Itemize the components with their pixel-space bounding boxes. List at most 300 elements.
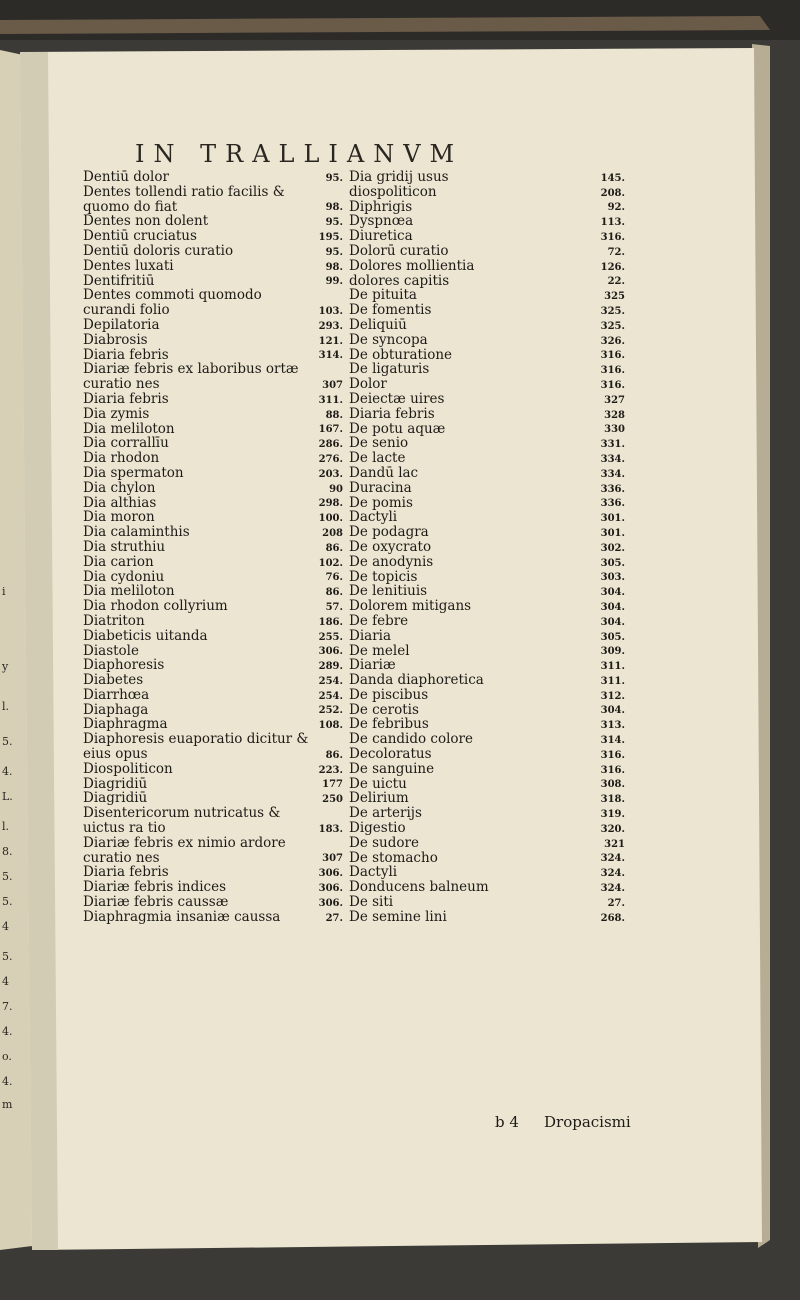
index-entry xyxy=(349,895,625,910)
entry-term: Dentiū cruciatus xyxy=(83,228,197,245)
index-entry xyxy=(349,525,625,540)
entry-page-number: 268. xyxy=(600,912,625,924)
entry-term: Deiectæ uires xyxy=(349,390,445,407)
entry-page-number: 311. xyxy=(600,661,625,673)
index-entry xyxy=(83,496,343,511)
entry-term: Dentifritiū xyxy=(83,272,155,289)
entry-page-number: 95. xyxy=(325,246,343,258)
index-entry xyxy=(349,496,625,511)
entry-term: Diaphragma xyxy=(83,716,168,733)
entry-page-number: 325 xyxy=(604,291,625,303)
index-entry xyxy=(349,466,625,481)
entry-page-number: 311. xyxy=(600,675,625,687)
entry-page-number: 324. xyxy=(600,883,625,895)
index-entry xyxy=(83,481,343,496)
entry-term: De fomentis xyxy=(349,302,432,319)
index-entry xyxy=(349,392,625,407)
entry-term: Diagridiū xyxy=(83,790,148,807)
signature-mark: b 4 xyxy=(495,1113,519,1131)
index-entry xyxy=(83,288,343,318)
svg-text:m: m xyxy=(2,1098,13,1111)
entry-term: Dia chylon xyxy=(83,479,156,496)
svg-text:l.: l. xyxy=(2,820,10,833)
index-entry xyxy=(83,673,343,688)
entry-term: De uictu xyxy=(349,775,407,792)
entry-page-number: 313. xyxy=(600,720,625,732)
entry-page-number: 208 xyxy=(322,527,343,539)
index-entry xyxy=(349,673,625,688)
index-entry xyxy=(349,288,625,303)
index-entry xyxy=(83,259,343,274)
entry-page-number: 27. xyxy=(607,897,625,909)
index-entry xyxy=(83,244,343,259)
entry-term: Dolorū curatio xyxy=(349,242,449,259)
entry-page-number: 293. xyxy=(318,320,343,332)
entry-page-number: 286. xyxy=(318,439,343,451)
entry-page-number: 99. xyxy=(325,276,343,288)
svg-text:y: y xyxy=(2,660,9,673)
svg-text:o.: o. xyxy=(2,1050,12,1063)
entry-page-number: 86. xyxy=(325,587,343,599)
entry-term: De semine lini xyxy=(349,908,447,925)
entry-page-number: 307 xyxy=(322,853,343,865)
index-entry xyxy=(83,540,343,555)
svg-text:8.: 8. xyxy=(2,845,13,858)
entry-term: Diariæ febris caussæ xyxy=(83,894,229,911)
entry-term: De podagra xyxy=(349,524,429,541)
index-entry xyxy=(349,555,625,570)
index-entry xyxy=(83,703,343,718)
index-entry xyxy=(349,629,625,644)
index-entry xyxy=(349,481,625,496)
entry-page-number: 316. xyxy=(600,350,625,362)
running-header: IN TRALLIANVM xyxy=(135,140,464,168)
entry-term: Dactyli xyxy=(349,864,398,881)
index-entry xyxy=(349,806,625,821)
entry-term: Deliquiū xyxy=(349,316,407,333)
entry-page-number: 304. xyxy=(600,705,625,717)
entry-term: Diaria xyxy=(349,627,392,644)
index-entry xyxy=(83,806,343,836)
index-entry xyxy=(349,333,625,348)
entry-page-number: 276. xyxy=(318,453,343,465)
entry-page-number: 316. xyxy=(600,365,625,377)
index-entry xyxy=(349,777,625,792)
index-entry xyxy=(83,422,343,437)
index-entry xyxy=(349,274,625,289)
entry-page-number: 100. xyxy=(318,513,343,525)
entry-term: Dia rhodon xyxy=(83,450,160,467)
entry-term: Donducens balneum xyxy=(349,879,489,896)
entry-page-number: 98. xyxy=(325,261,343,273)
entry-term: De pomis xyxy=(349,494,413,511)
index-entry xyxy=(349,791,625,806)
entry-term: Dia struthiu xyxy=(83,538,166,555)
entry-term: Dia meliloton xyxy=(83,583,175,600)
entry-page-number: 22. xyxy=(607,276,625,288)
entry-page-number: 304. xyxy=(600,587,625,599)
index-entry xyxy=(349,865,625,880)
index-entry xyxy=(83,895,343,910)
entry-term: Dolor xyxy=(349,376,387,393)
entry-page-number: 186. xyxy=(318,616,343,628)
entry-term: Dia meliloton xyxy=(83,420,175,437)
index-entry xyxy=(83,865,343,880)
entry-term: Dia althias xyxy=(83,494,157,511)
index-entry xyxy=(349,185,625,200)
entry-page-number: 126. xyxy=(600,261,625,273)
index-entry xyxy=(83,510,343,525)
entry-term: Dia zymis xyxy=(83,405,150,422)
index-entry xyxy=(349,318,625,333)
svg-text:4.: 4. xyxy=(2,765,13,778)
index-entry xyxy=(83,525,343,540)
entry-term: De anodynis xyxy=(349,553,434,570)
entry-page-number: 86. xyxy=(325,749,343,761)
entry-page-number: 330 xyxy=(604,424,625,436)
index-column-right xyxy=(349,170,625,925)
entry-page-number: 298. xyxy=(318,498,343,510)
entry-page-number: 223. xyxy=(318,764,343,776)
entry-term: De lacte xyxy=(349,450,406,467)
entry-page-number: 312. xyxy=(600,690,625,702)
svg-text:l.: l. xyxy=(2,700,10,713)
index-entry xyxy=(83,614,343,629)
index-entry xyxy=(349,717,625,732)
svg-text:4.: 4. xyxy=(2,1025,13,1038)
index-entry xyxy=(83,214,343,229)
entry-term: Diaphragmia insaniæ caussa xyxy=(83,908,281,925)
entry-page-number: 306. xyxy=(318,897,343,909)
entry-term: Diarrhœa xyxy=(83,686,150,703)
index-entry xyxy=(83,836,343,866)
index-entry xyxy=(83,658,343,673)
entry-page-number: 305. xyxy=(600,631,625,643)
index-entry xyxy=(349,510,625,525)
entry-page-number: 334. xyxy=(600,453,625,465)
entry-term: Dia gridij usus xyxy=(349,169,449,185)
entry-term: Diabetes xyxy=(83,672,144,689)
entry-term: Dia cydoniu xyxy=(83,568,165,585)
index-entry xyxy=(349,200,625,215)
entry-page-number: 72. xyxy=(607,246,625,258)
entry-page-number: 102. xyxy=(318,557,343,569)
entry-term: De cerotis xyxy=(349,701,419,718)
entry-page-number: 325. xyxy=(600,320,625,332)
entry-term: Dolorem mitigans xyxy=(349,598,472,615)
entry-page-number: 324. xyxy=(600,853,625,865)
index-entry xyxy=(349,747,625,762)
entry-page-number: 86. xyxy=(325,542,343,554)
index-entry xyxy=(349,644,625,659)
index-entry xyxy=(83,466,343,481)
index-entry xyxy=(349,540,625,555)
entry-term: De senio xyxy=(349,435,409,452)
index-entry xyxy=(349,703,625,718)
index-entry xyxy=(349,362,625,377)
index-entry xyxy=(83,777,343,792)
entry-page-number: 320. xyxy=(600,823,625,835)
index-entry xyxy=(83,362,343,392)
index-entry xyxy=(349,821,625,836)
svg-text:5.: 5. xyxy=(2,895,13,908)
entry-page-number: 289. xyxy=(318,661,343,673)
entry-page-number: 250 xyxy=(322,794,343,806)
entry-page-number: 145. xyxy=(600,172,625,184)
entry-page-number: 316. xyxy=(600,764,625,776)
entry-term: De arterijs xyxy=(349,805,422,822)
index-entry xyxy=(83,910,343,925)
entry-term: De sanguine xyxy=(349,760,435,777)
entry-page-number: 308. xyxy=(600,779,625,791)
entry-term: diospoliticon xyxy=(349,183,437,200)
entry-term: Diariæ xyxy=(349,657,396,674)
entry-page-number: 57. xyxy=(325,601,343,613)
index-entry xyxy=(349,584,625,599)
entry-term: Dentes luxati xyxy=(83,257,174,274)
index-entry xyxy=(349,229,625,244)
entry-page-number: 302. xyxy=(600,542,625,554)
entry-term: De febribus xyxy=(349,716,429,733)
entry-term: Diuretica xyxy=(349,228,413,245)
entry-term: De topicis xyxy=(349,568,418,585)
index-entry xyxy=(349,851,625,866)
entry-page-number: 311. xyxy=(318,394,343,406)
entry-term: Dia spermaton xyxy=(83,464,184,481)
svg-text:4.: 4. xyxy=(2,1075,13,1088)
index-entry xyxy=(83,570,343,585)
entry-page-number: 318. xyxy=(600,794,625,806)
entry-page-number: 319. xyxy=(600,809,625,821)
entry-page-number: 316. xyxy=(600,379,625,391)
entry-term: Diabrosis xyxy=(83,331,148,348)
entry-term: De febre xyxy=(349,612,409,629)
entry-term: Dentes tollendi ratio facilis & quomo do fiat xyxy=(83,183,285,215)
entry-term: De candido colore xyxy=(349,731,474,748)
svg-text:5.: 5. xyxy=(2,870,13,883)
index-entry xyxy=(83,333,343,348)
index-entry xyxy=(83,791,343,806)
entry-page-number: 95. xyxy=(325,172,343,184)
svg-text:4: 4 xyxy=(2,975,9,988)
entry-page-number: 92. xyxy=(607,202,625,214)
index-entry xyxy=(349,762,625,777)
entry-page-number: 309. xyxy=(600,646,625,658)
index-entry xyxy=(83,229,343,244)
index-entry xyxy=(349,880,625,895)
entry-term: Dandū lac xyxy=(349,464,419,481)
index-entry xyxy=(83,436,343,451)
index-entry xyxy=(83,762,343,777)
entry-page-number: 195. xyxy=(318,231,343,243)
index-entry xyxy=(349,377,625,392)
index-entry xyxy=(83,880,343,895)
entry-page-number: 305. xyxy=(600,557,625,569)
index-entry xyxy=(83,407,343,422)
index-entry xyxy=(83,185,343,215)
entry-page-number: 304. xyxy=(600,601,625,613)
entry-page-number: 113. xyxy=(600,217,625,229)
entry-term: Dentiū doloris curatio xyxy=(83,242,234,259)
entry-term: Diariæ febris ex nimio ardore curatio nes xyxy=(83,834,286,866)
entry-term: Diariæ febris indices xyxy=(83,879,227,896)
entry-page-number: 95. xyxy=(325,217,343,229)
entry-page-number: 121. xyxy=(318,335,343,347)
index-entry xyxy=(349,570,625,585)
entry-term: De stomacho xyxy=(349,849,438,866)
entry-term: De melel xyxy=(349,642,410,659)
index-entry xyxy=(83,644,343,659)
entry-page-number: 254. xyxy=(318,675,343,687)
svg-text:5.: 5. xyxy=(2,735,13,748)
entry-page-number: 314. xyxy=(600,735,625,747)
entry-page-number: 255. xyxy=(318,631,343,643)
index-entry xyxy=(349,599,625,614)
entry-page-number: 167. xyxy=(318,424,343,436)
entry-term: De sudore xyxy=(349,834,419,851)
entry-term: De oxycrato xyxy=(349,538,432,555)
entry-term: Depilatoria xyxy=(83,316,160,333)
index-entry xyxy=(83,392,343,407)
entry-term: Diagridiū xyxy=(83,775,148,792)
entry-term: Diospoliticon xyxy=(83,760,173,777)
entry-page-number: 303. xyxy=(600,572,625,584)
index-column-left xyxy=(83,170,343,925)
entry-term: Duracina xyxy=(349,479,412,496)
index-entry xyxy=(349,170,625,185)
entry-term: Dactyli xyxy=(349,509,398,526)
index-entry xyxy=(349,303,625,318)
index-entry xyxy=(83,170,343,185)
index-entry xyxy=(349,910,625,925)
entry-page-number: 328 xyxy=(604,409,625,421)
entry-term: Diatriton xyxy=(83,612,145,629)
index-entry xyxy=(83,629,343,644)
entry-page-number: 301. xyxy=(600,513,625,525)
entry-term: Dia corrallīu xyxy=(83,435,169,452)
entry-page-number: 306. xyxy=(318,868,343,880)
entry-term: Diariæ febris ex laboribus ortæ curatio nes xyxy=(83,361,299,393)
entry-term: Digestio xyxy=(349,820,406,837)
entry-term: De siti xyxy=(349,894,394,911)
entry-page-number: 336. xyxy=(600,498,625,510)
catchword: Dropacismi xyxy=(544,1113,631,1131)
entry-term: Diaphoresis xyxy=(83,657,165,674)
index-entry xyxy=(349,422,625,437)
entry-term: De piscibus xyxy=(349,686,429,703)
index-entry xyxy=(349,244,625,259)
entry-term: De potu aquæ xyxy=(349,420,446,437)
index-entry xyxy=(83,555,343,570)
index-entry xyxy=(83,688,343,703)
entry-page-number: 334. xyxy=(600,468,625,480)
entry-page-number: 326. xyxy=(600,335,625,347)
entry-term: Dia rhodon collyrium xyxy=(83,598,228,615)
entry-term: De obturatione xyxy=(349,346,453,363)
entry-page-number: 325. xyxy=(600,305,625,317)
entry-page-number: 183. xyxy=(318,823,343,835)
entry-term: Diaria febris xyxy=(83,864,169,881)
entry-page-number: 306. xyxy=(318,646,343,658)
index-entry xyxy=(349,451,625,466)
entry-term: Diaria febris xyxy=(83,390,169,407)
entry-term: Dentes commoti quomodo curandi folio xyxy=(83,287,262,319)
index-entry xyxy=(349,214,625,229)
entry-term: dolores capitis xyxy=(349,272,450,289)
entry-term: Diaria febris xyxy=(349,405,435,422)
index-entry xyxy=(83,599,343,614)
entry-page-number: 327 xyxy=(604,394,625,406)
entry-page-number: 307 xyxy=(322,379,343,391)
entry-page-number: 321 xyxy=(604,838,625,850)
entry-term: Diastole xyxy=(83,642,139,659)
index-entry xyxy=(349,407,625,422)
index-entry xyxy=(349,658,625,673)
entry-page-number: 336. xyxy=(600,483,625,495)
entry-term: Diphrigis xyxy=(349,198,413,215)
entry-term: Dolores mollientia xyxy=(349,257,475,274)
entry-page-number: 304. xyxy=(600,616,625,628)
svg-text:7.: 7. xyxy=(2,1000,13,1013)
entry-page-number: 98. xyxy=(325,202,343,214)
entry-term: Dentiū dolor xyxy=(83,169,169,185)
entry-page-number: 316. xyxy=(600,749,625,761)
index-entry xyxy=(349,836,625,851)
index-entry xyxy=(83,318,343,333)
entry-page-number: 254. xyxy=(318,690,343,702)
index-entry xyxy=(83,451,343,466)
entry-page-number: 324. xyxy=(600,868,625,880)
index-entry xyxy=(349,348,625,363)
entry-page-number: 252. xyxy=(318,705,343,717)
entry-page-number: 76. xyxy=(325,572,343,584)
entry-page-number: 27. xyxy=(325,912,343,924)
entry-page-number: 88. xyxy=(325,409,343,421)
entry-page-number: 306. xyxy=(318,883,343,895)
entry-term: De lenitiuis xyxy=(349,583,428,600)
entry-page-number: 331. xyxy=(600,439,625,451)
entry-page-number: 208. xyxy=(600,187,625,199)
entry-term: Dia moron xyxy=(83,509,155,526)
entry-page-number: 177 xyxy=(322,779,343,791)
entry-page-number: 301. xyxy=(600,527,625,539)
entry-term: Dentes non dolent xyxy=(83,213,209,230)
index-entry xyxy=(83,274,343,289)
entry-term: Disentericorum nutricatus & uictus ra tio xyxy=(83,805,281,837)
entry-term: Diabeticis uitanda xyxy=(83,627,208,644)
svg-text:i: i xyxy=(2,585,6,598)
entry-page-number: 314. xyxy=(318,350,343,362)
index-entry xyxy=(83,732,343,762)
entry-page-number: 103. xyxy=(318,305,343,317)
svg-text:L.: L. xyxy=(2,790,13,803)
entry-term: Dia calaminthis xyxy=(83,524,190,541)
entry-term: De ligaturis xyxy=(349,361,430,378)
entry-term: Diaria febris xyxy=(83,346,169,363)
entry-term: Delirium xyxy=(349,790,409,807)
index-entry xyxy=(349,259,625,274)
entry-page-number: 316. xyxy=(600,231,625,243)
entry-term: Danda diaphoretica xyxy=(349,672,484,689)
svg-text:4: 4 xyxy=(2,920,9,933)
index-entry xyxy=(83,584,343,599)
entry-page-number: 203. xyxy=(318,468,343,480)
entry-term: De pituita xyxy=(349,287,417,304)
entry-term: Dia carion xyxy=(83,553,154,570)
entry-term: Dyspnœa xyxy=(349,213,414,230)
entry-term: Diaphoresis euaporatio dicitur & eius opus xyxy=(83,731,309,763)
index-entry xyxy=(83,348,343,363)
